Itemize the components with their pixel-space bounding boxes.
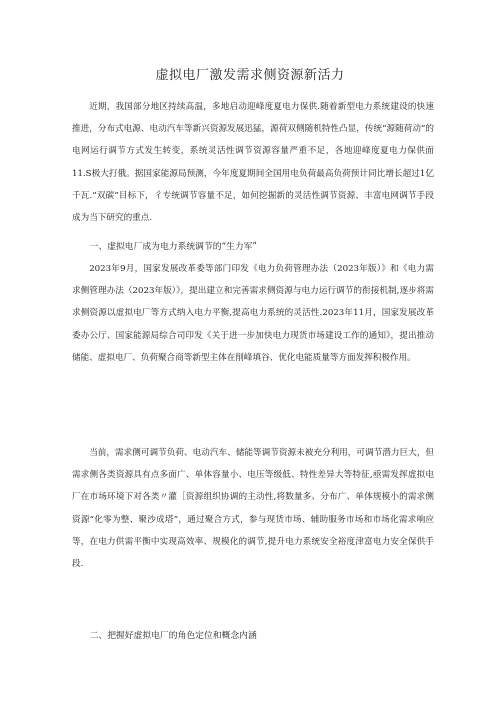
paragraph-policy: 2023年9月，国家发展改革委等部门印发《电力负荷管理办法（2023年版）》和《电力需求侧管理办法（2023年版）》，提出建立和完善需求侧资源与电力运行调节的衔接机制,逐步将需求侧资源以虚拟电厂等方式纳入电力平衡,提高电力系统的灵活性.2023年11月，国家发展改革委办公厅、国家能源局综合司印发《关于进一步加快电力现货市场建设工作的通知》，提出推动储能、虚拟电厂、负荷聚合商等新型主体在削峰填谷、优化电能质量等方面发挥积极作用。: [72, 264, 434, 363]
document-title: 虚拟电厂激发需求侧资源新活力: [155, 68, 345, 83]
paragraph-intro: 近期，我国部分地区持续高温，多地启动迎峰度夏电力保供.随着新型电力系统建设的快速推进，分布式电源、电动汽车等新兴资源发展迅猛，源荷双侧随机特性凸显，传统“源随荷动”的电网运行调节方式发生转变，系统灵活性调节资源容量严重不足，各地迎峰度夏电力保供面11.S极大打俄。据国家能源局预测，今年度夏期间全国用电负荷最高负荷预计同比增长超过1亿千瓦.“双碳”目标下，彳专统调节容量不足，如何挖掘新的灵活性调节资源、丰富电网调节手段成为当下研究的重点.: [72, 102, 434, 224]
section-heading-2: 二、把握好虚拟电厂的角色定位和概念内涵: [89, 631, 257, 641]
paragraph-demand-side: 当前，需求侧可调节负荷、电动汽车、储能等调节资源未被充分利用，可调节潜力巨大，但需求侧各类资源具有点多面广、单体容量小、电压等级低、特性差异大等特征,亟需发挥虚拟电厂在市场环境下对各类〃灌［资源组织协调的主动性,将数量多、分布广、单体规模小的需求侧资源“化零为整、聚沙成塔”，通过聚合方式，参与现货市场、辅助服务市场和市场化需求响应等，在电力供需平衡中实现高效率、规模化的调节,提升电力系统安全裕度津富电力安全保供手段.: [72, 448, 434, 570]
section-heading-1: 一、虚拟电厂成为电力系统调节的“生力军”: [89, 242, 257, 252]
